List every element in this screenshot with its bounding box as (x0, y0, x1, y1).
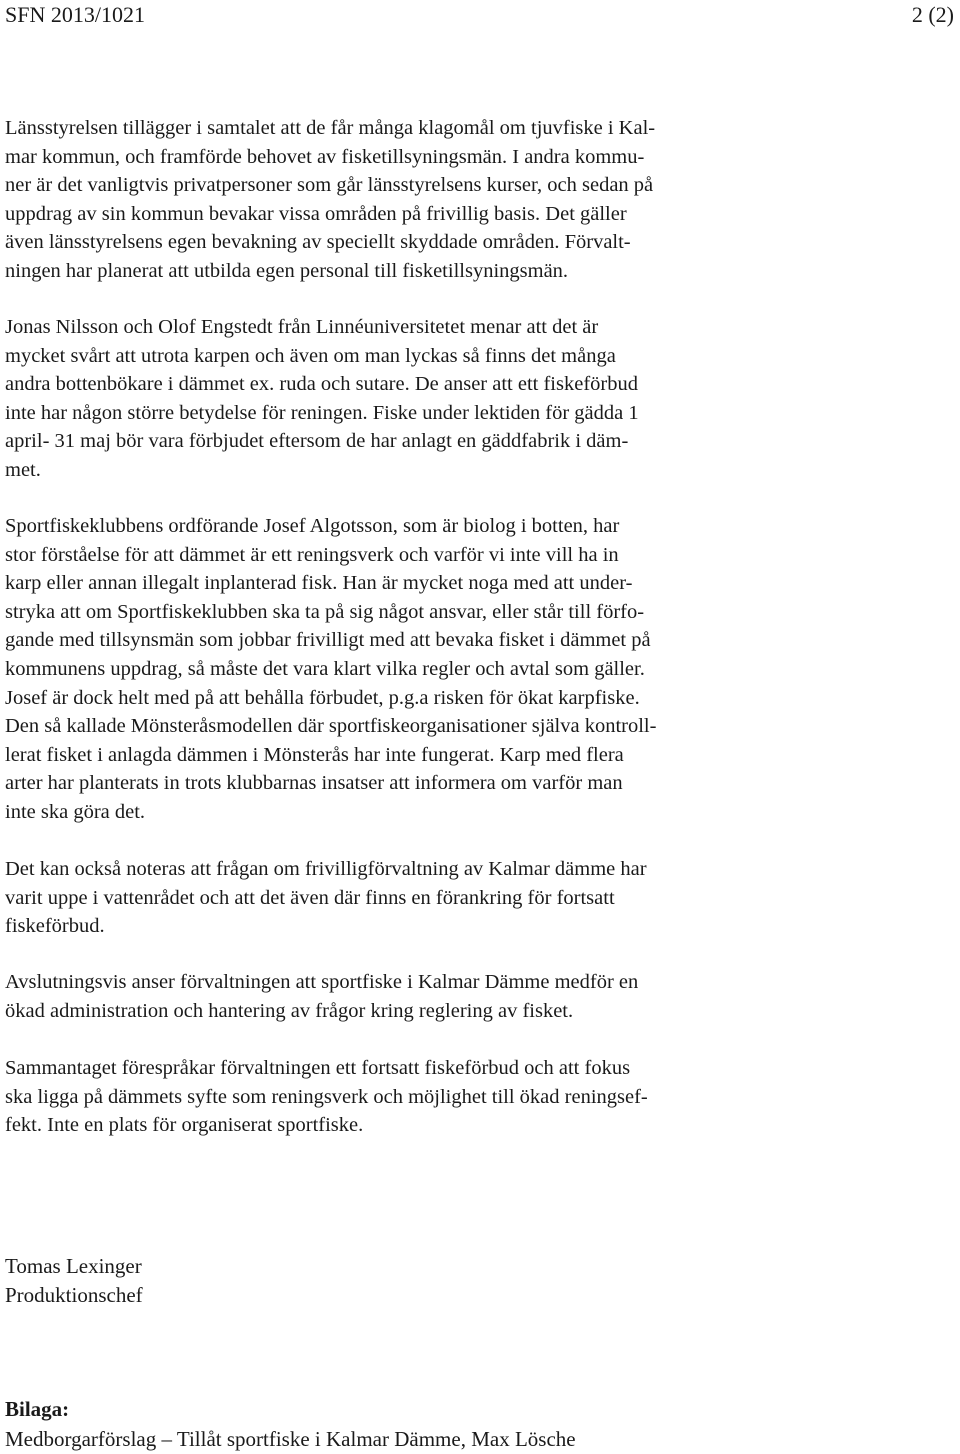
document-number: SFN 2013/1021 (5, 2, 145, 27)
text-line: stryka att om Sportfiskeklubben ska ta på sig något ansvar, eller står till förfo- (5, 600, 645, 623)
text-line: Länsstyrelsen tillägger i samtalet att de får många klagomål om tjuvfiske i Kal- (5, 117, 656, 139)
text-line: april- 31 maj bör vara förbjudet eftersom de har anlagt en gäddfabrik i däm- (5, 430, 629, 453)
attachment-text: Medborgarförslag – Tillåt sportfiske i Kalmar Dämme, Max Lösche (5, 1427, 576, 1451)
text-line: Det kan också noteras att frågan om frivilligförvaltning av Kalmar dämme har (5, 858, 647, 880)
signatory-name: Tomas Lexinger (5, 1254, 142, 1278)
text-line: inte ska göra det. (5, 800, 146, 823)
text-line: ökad administration och hantering av frågor kring reglering av fisket. (5, 999, 574, 1022)
text-line: inte har någon större betydelse för reningen. Fiske under lektiden för gädda 1 (5, 401, 639, 424)
text-line: Avslutningsvis anser förvaltningen att sportfiske i Kalmar Dämme medför en (5, 971, 639, 993)
paragraph-lansstyrelsen (5, 114, 955, 286)
text-line: varit uppe i vattenrådet och att det även där finns en förankring för fortsatt (5, 886, 615, 909)
page-header (5, 0, 954, 30)
text-line: Josef är dock helt med på att behålla förbudet, p.g.a risken för ökat karpfiske. (5, 686, 640, 709)
paragraph-avslutningsvis (5, 968, 955, 1025)
text-line: ska ligga på dämmets syfte som reningsverk och möjlighet till ökad reningsef- (5, 1085, 648, 1108)
text-line: andra bottenbökare i dämmet ex. ruda och sutare. De anser att ett fiskeförbud (5, 373, 638, 396)
signature-block (5, 1252, 143, 1310)
text-line: Den så kallade Mönsteråsmodellen där sportfiskeorganisationer själva kontroll- (5, 715, 657, 738)
text-line: fekt. Inte en plats för organiserat sportfiske. (5, 1114, 364, 1137)
text-line: även länsstyrelsens egen bevakning av speciellt skyddade områden. Förvalt- (5, 231, 631, 254)
paragraph-linneuniversitetet (5, 313, 955, 485)
text-line: ner är det vanligtvis privatpersoner som går länsstyrelsens kurser, och sedan på (5, 174, 654, 197)
text-line: uppdrag av sin kommun bevakar vissa områden på frivillig basis. Det gäller (5, 202, 627, 225)
page-number: 2 (2) (911, 2, 954, 27)
text-line: Sportfiskeklubbens ordförande Josef Algotsson, som är biolog i botten, har (5, 515, 620, 537)
text-line: gande med tillsynsmän som jobbar frivilligt med att bevaka fisket i dämmet på (5, 629, 651, 652)
paragraph-sportfiskeklubben (5, 512, 955, 827)
text-line: mar kommun, och framförde behovet av fisketillsyningsmän. I andra kommu- (5, 145, 645, 168)
text-line: lerat fisket i anlagda dämmen i Mönsterås har inte fungerat. Karp med flera (5, 743, 624, 766)
text-line: arter har planterats in trots klubbarnas insatser att informera om varför man (5, 772, 623, 795)
text-line: ningen har planerat att utbilda egen personal till fisketillsyningsmän. (5, 259, 569, 282)
text-line: stor förståelse för att dämmet är ett reningsverk och varför vi inte vill ha in (5, 543, 619, 566)
text-line: Sammantaget förespråkar förvaltningen ett fortsatt fiskeförbud och att fokus (5, 1057, 631, 1079)
paragraph-sammantaget (5, 1054, 955, 1140)
attachment-block (5, 1394, 576, 1454)
text-line: fiskeförbud. (5, 915, 105, 938)
attachment-label: Bilaga: (5, 1397, 70, 1421)
signatory-title: Produktionschef (5, 1283, 143, 1307)
text-line: Jonas Nilsson och Olof Engstedt från Linnéuniversitetet menar att det är (5, 316, 599, 338)
paragraph-vattenradet (5, 855, 955, 941)
text-line: met. (5, 458, 41, 481)
text-line: karp eller annan illegalt inplanterad fisk. Han är mycket noga med att under- (5, 572, 633, 595)
text-line: mycket svårt att utrota karpen och även om man lyckas så finns det många (5, 344, 616, 367)
text-line: kommunens uppdrag, så måste det vara klart vilka regler och avtal som gäller. (5, 657, 645, 680)
